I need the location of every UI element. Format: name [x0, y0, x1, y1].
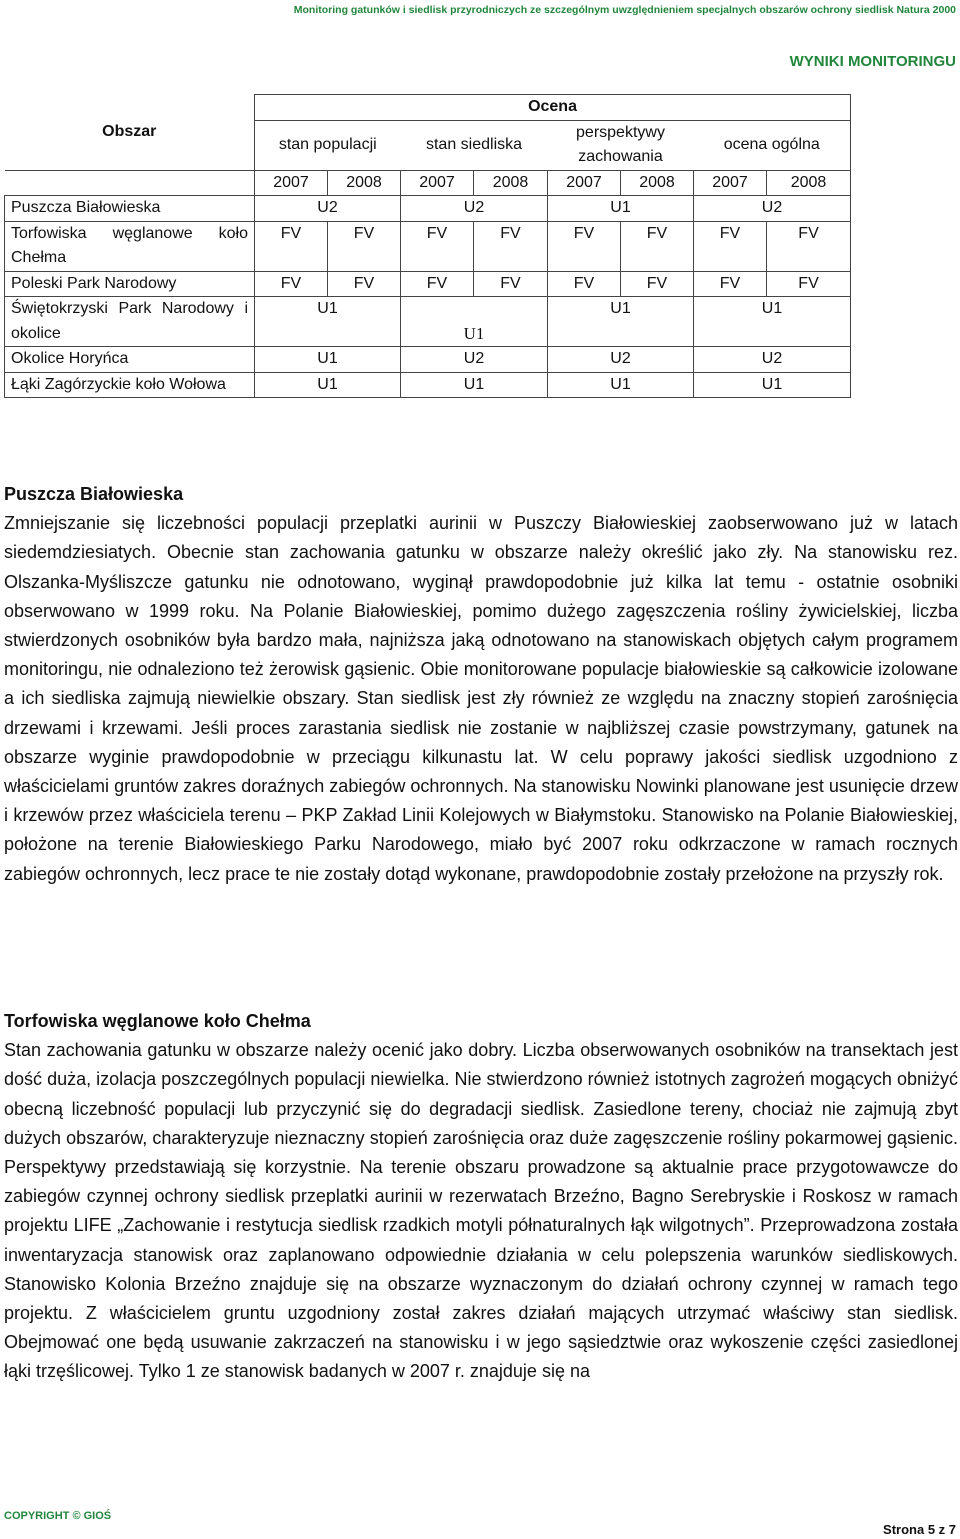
section-label: WYNIKI MONITORINGU [789, 53, 956, 70]
year-cell: 2007 [255, 170, 328, 196]
table-row [5, 221, 851, 271]
table-row [5, 347, 851, 373]
area-cell: Puszcza Białowieska [5, 196, 255, 222]
year-cell: 2008 [474, 170, 548, 196]
value-cell: U1 [401, 372, 548, 398]
section-heading: Puszcza Białowieska [4, 484, 184, 504]
area-cell: Świętokrzyski Park Narodowy i okolice [5, 297, 255, 347]
value-cell: U2 [255, 196, 401, 222]
value-cell: FV [474, 271, 548, 297]
value-cell: FV [767, 221, 851, 271]
year-cell: 2008 [767, 170, 851, 196]
header-stan-populacji: stan populacji [278, 135, 377, 153]
table-row [5, 297, 851, 347]
value-cell: FV [621, 271, 694, 297]
value-cell: FV [328, 221, 401, 271]
value-cell: U2 [548, 347, 694, 373]
footer-copyright: COPYRIGHT © GIOŚ [4, 1510, 112, 1522]
value-cell: U2 [401, 196, 548, 222]
section-heading: Torfowiska węglanowe koło Chełma [4, 1011, 311, 1031]
value-cell: FV [694, 221, 767, 271]
value-cell: FV [548, 221, 621, 271]
section-torfowiska [4, 1007, 958, 1387]
value-cell: U2 [694, 347, 851, 373]
value-cell: FV [255, 221, 328, 271]
value-cell: U1 [694, 297, 851, 347]
value-cell: FV [328, 271, 401, 297]
value-cell: U2 [694, 196, 851, 222]
page-number: Strona 5 z 7 [883, 1522, 956, 1537]
area-cell: Okolice Horyńca [5, 347, 255, 373]
value-cell: FV [401, 271, 474, 297]
table-row [5, 372, 851, 398]
value-cell: U1 [548, 196, 694, 222]
table-row [5, 271, 851, 297]
value-cell: U1 [548, 372, 694, 398]
value-cell: FV [255, 271, 328, 297]
value-cell: FV [401, 221, 474, 271]
area-cell: Poleski Park Narodowy [5, 271, 255, 297]
value-cell: FV [474, 221, 548, 271]
table-row [5, 196, 851, 222]
running-header: Monitoring gatunków i siedlisk przyrodniczych ze szczególnym uwzględnieniem specjalnych obszarów ochrony siedlisk Natura 2000 [293, 4, 956, 16]
assessment-table [4, 94, 851, 398]
header-area: Obszar [5, 95, 255, 171]
value-cell: U1 [255, 372, 401, 398]
value-cell: FV [694, 271, 767, 297]
value-cell: U1 [694, 372, 851, 398]
header-ocena-ogolna: ocena ogólna [694, 120, 851, 170]
year-cell: 2007 [548, 170, 621, 196]
year-cell: 2008 [621, 170, 694, 196]
area-cell: Torfowiska węglanowe koło Chełma [5, 221, 255, 271]
header-stan-siedliska: stan siedliska [425, 135, 523, 153]
value-cell: FV [621, 221, 694, 271]
section-puszcza-bialowieska [4, 480, 958, 889]
section-paragraph: Stan zachowania gatunku w obszarze należy ocenić jako dobry. Liczba obserwowanych osobników na transektach jest dość duża, izolacja poszczególnych populacji niewielka. Nie stwierdzono również istotnych zagrożeń mogących obniżyć obecną liczebność populacji lub przyczynić się do degradacji siedlisk. Zasiedlone tereny, chociaż nie zajmują zbyt dużych obszarów, charakteryzuje nieznaczny stopień zarośnięcia oraz duże zagęszczenie rośliny pokarmowej gąsienic. Perspektywy przedstawiają się korzystnie. Na terenie obszaru prowadzone są aktualnie prace przygotowawcze do zabiegów czynnej ochrony siedlisk przeplatki aurinii w rezerwatach Brzeźno, Bagno Serebryskie i Roskosz w ramach projektu LIFE „Zachowanie i restytucja siedlisk rzadkich motyli półnaturalnych łąk wilgotnych”. Przeprowadzona została inwentaryzacja stanowisk oraz zaplanowano odpowiednie działania w celu polepszenia warunków siedliskowych. Stanowisko Kolonia Brzeźno znajduje się na obszarze wyznaczonym do działań ochrony czynnej w ramach tego projektu. Z właścicielem gruntu uzgodniony został zakres działań mających utrzymać właściwy stan siedlisk. Obejmować one będą usuwanie zakrzaczeń na stanowisku i w jego sąsiedztwie oraz wykoszenie części zasiedlonej łąki trzęślicowej. Tylko 1 ze stanowisk badanych w 2007 r. znajduje się na [4, 1040, 958, 1382]
value-cell: U1 [401, 297, 548, 347]
year-spacer [5, 170, 255, 196]
value-cell: U1 [255, 347, 401, 373]
value-cell: U1 [548, 297, 694, 347]
area-cell: Łąki Zagórzyckie koło Wołowa [5, 372, 255, 398]
value-cell: U1 [255, 297, 401, 347]
year-cell: 2007 [401, 170, 474, 196]
value-cell: FV [767, 271, 851, 297]
value-cell: FV [548, 271, 621, 297]
year-cell: 2007 [694, 170, 767, 196]
value-cell: U2 [401, 347, 548, 373]
year-cell: 2008 [328, 170, 401, 196]
header-perspektywy: perspektywy zachowania [576, 123, 665, 165]
header-ocena: Ocena [255, 95, 851, 121]
section-paragraph: Zmniejszanie się liczebności populacji przeplatki aurinii w Puszczy Białowieskiej zaobserwowano już w latach siedemdziesiatych. Obecnie stan zachowania gatunku w obszarze należy określić jako zły. Na stanowisku rez. Olszanka-Myśliszcze gatunku nie odnotowano, wyginął prawdopodobnie już kilka lat temu - ostatnie osobniki obserwowano w 1999 roku. Na Polanie Białowieskiej, pomimo dużego zagęszczenia rośliny żywicielskiej, liczba stwierdzonych osobników była bardzo mała, najniższa jaką odnotowano na stanowiskach objętych całym programem monitoringu, nie odnaleziono też żerowisk gąsienic. Obie monitorowane populacje białowieskie są całkowicie izolowane a ich siedliska zajmują niewielkie obszary. Stan siedlisk jest zły również ze względu na znaczny stopień zarośnięcia drzewami i krzewami. Jeśli proces zarastania siedlisk nie zostanie w najbliższej czasie powstrzymany, gatunek na obszarze wyginie prawdopodobnie w przeciągu kilkunastu lat. W celu poprawy jakości siedlisk uzgodniono z właścicielami gruntów zakres doraźnych zabiegów ochronnych. Na stanowisku Nowinki planowane jest usunięcie drzew i krzewów przez właściciela terenu – PKP Zakład Linii Kolejowych w Białymstoku. Stanowisko na Polanie Białowieskiej, położone na terenie Białowieskiego Parku Narodowego, miało być 2007 roku odkrzaczone w ramach rocznych zabiegów ochronnych, lecz prace te nie zostały dotąd wykonane, prawdopodobnie zostały przełożone na przyszły rok. [4, 513, 958, 884]
